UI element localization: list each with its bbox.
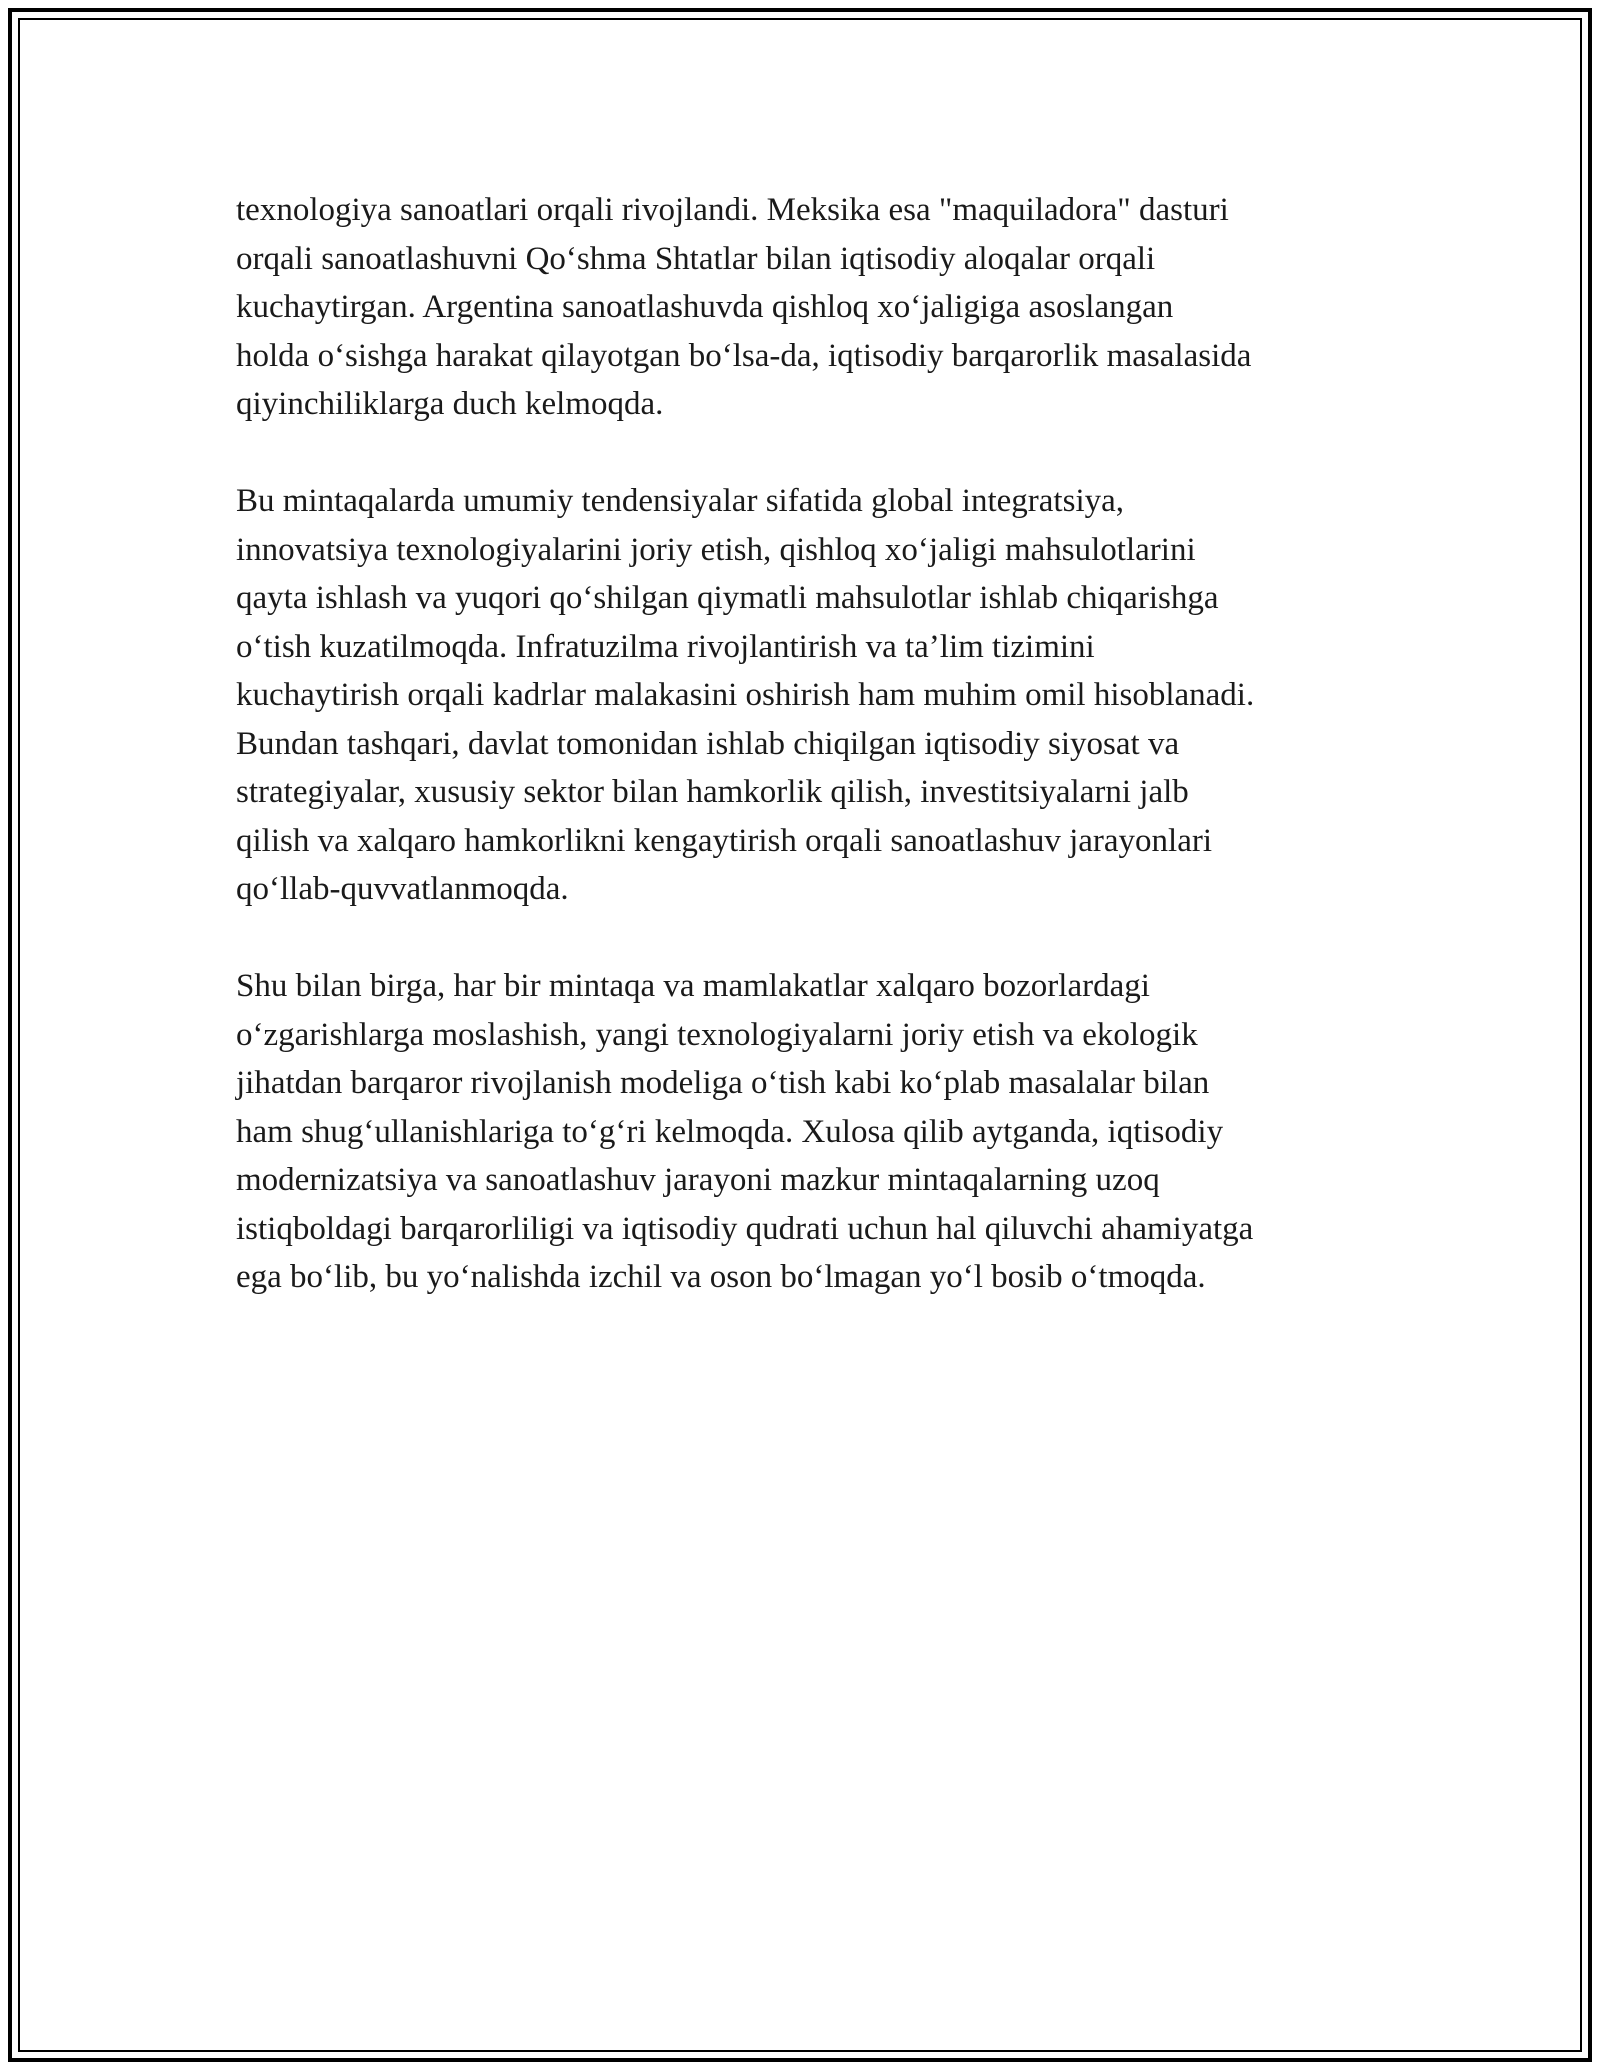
text-line: innovatsiya texnologiyalarini joriy etish, qishloq xo‘jaligi mahsulotlarini (236, 531, 1196, 568)
text-line: Bu mintaqalarda umumiy tendensiyalar sifatida global integratsiya, (236, 483, 1125, 519)
text-line: o‘tish kuzatilmoqda. Infratuzilma rivojlantirish va ta’lim tizimini (236, 628, 1095, 665)
document-body (236, 186, 1396, 1350)
text-line: Bundan tashqari, davlat tomonidan ishlab chiqilgan iqtisodiy siyosat va (236, 725, 1180, 762)
text-line: qo‘llab-quvvatlanmoqda. (236, 871, 569, 907)
text-line: holda o‘sishga harakat qilayotgan bo‘lsa-da, iqtisodiy barqarorlik masalasida (236, 337, 1252, 374)
text-line: qiyinchiliklarga duch kelmoqda. (236, 386, 664, 422)
text-line: texnologiya sanoatlari orqali rivojlandi. Meksika esa "maquiladora" dasturi (236, 192, 1229, 228)
text-line: ham shug‘ullanishlariga to‘g‘ri kelmoqda. Xulosa qilib aytganda, iqtisodiy (236, 1113, 1224, 1150)
text-line: qayta ishlash va yuqori qo‘shilgan qiymatli mahsulotlar ishlab chiqarishga (236, 580, 1219, 616)
text-line: strategiyalar, xususiy sektor bilan hamkorlik qilish, investitsiyalarni jalb (236, 774, 1189, 810)
text-line: ega bo‘lib, bu yo‘nalishda izchil va oson bo‘lmagan yo‘l bosib o‘tmoqda. (236, 1259, 1206, 1295)
text-line: kuchaytirgan. Argentina sanoatlashuvda qishloq xo‘jaligiga asoslangan (236, 289, 1174, 325)
paragraph-3 (236, 962, 1396, 1302)
text-line: o‘zgarishlarga moslashish, yangi texnologiyalarni joriy etish va ekologik (236, 1016, 1198, 1053)
text-line: jihatdan barqaror rivojlanish modeliga o‘tish kabi ko‘plab masalalar bilan (236, 1065, 1210, 1101)
text-line: Shu bilan birga, har bir mintaqa va mamlakatlar xalqaro bozorlardagi (236, 968, 1150, 1004)
text-line: qilish va xalqaro hamkorlikni kengaytirish orqali sanoatlashuv jarayonlari (236, 822, 1212, 859)
text-line: orqali sanoatlashuvni Qo‘shma Shtatlar bilan iqtisodiy aloqalar orqali (236, 240, 1156, 277)
text-line: istiqboldagi barqarorliligi va iqtisodiy qudrati uchun hal qiluvchi ahamiyatga (236, 1210, 1254, 1247)
text-line: kuchaytirish orqali kadrlar malakasini oshirish ham muhim omil hisoblanadi. (236, 677, 1255, 713)
paragraph-1 (236, 186, 1396, 429)
paragraph-2 (236, 477, 1396, 914)
text-line: modernizatsiya va sanoatlashuv jarayoni mazkur mintaqalarning uzoq (236, 1162, 1160, 1198)
